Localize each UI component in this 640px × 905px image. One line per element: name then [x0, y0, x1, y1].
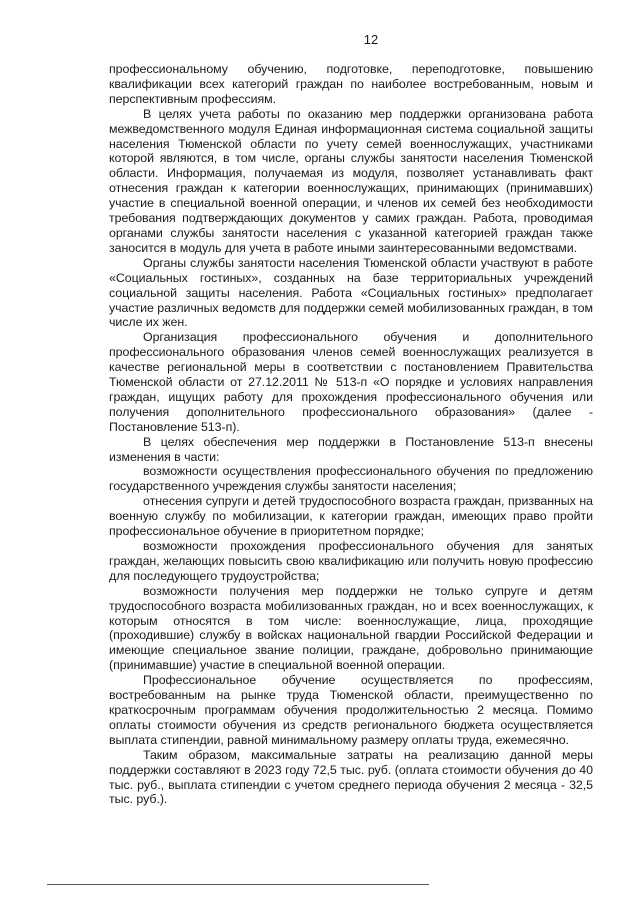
list-item-employed-citizens: возможности прохождения профессионального обучения для занятых граждан, желающих повысить свою квалификацию или получить новую профессию для последующего трудоустройства; [109, 539, 593, 583]
paragraph-changes-intro: В целях обеспечения мер поддержки в Постановление 513-п внесены изменения в части: [109, 434, 593, 464]
list-item-training-proposal: возможности осуществления профессионального обучения по предложению государственного учреждения службы занятости населения; [109, 464, 593, 494]
paragraph-continuation: профессиональному обучению, подготовке, переподготовке, повышению квалификации всех категорий граждан по наиболее востребованным, новым и перспективным профессиям. [109, 62, 593, 106]
page-number: 12 [363, 32, 379, 47]
paragraph-training-organization: Организация профессионального обучения и дополнительного профессионального образования членов семей военнослужащих реализуется в качестве региональной меры в соответствии с постановлением Правительства Тюменской области от 27.12.2011 № 513-п «О порядке и условиях направления граждан, ищущих работу для прохождения профессионального обучения или получения дополнительного профессионального образования» (далее - Постановление 513-п). [109, 330, 593, 434]
list-item-priority-category: отнесения супруги и детей трудоспособного возраста граждан, призванных на военную службу по мобилизации, к категории граждан, имеющих право пройти профессиональное обучение в приоритетном порядке; [109, 494, 593, 539]
list-item-support-recipients: возможности получения мер поддержки не только супруге и детям трудоспособного возраста мобилизованных граждан, но и всех военнослужащих, к которым относятся в том числе: военнослужащие, лица, проходящие (проходившие) службу в войсках национальной гвардии Российской Федерации и имеющие специальное звание полиции, граждане, добровольно принимающие (принимавшие) участие в специальной военной операции. [109, 583, 593, 673]
paragraph-costs-summary: Таким образом, максимальные затраты на реализацию данной меры поддержки составляют в 2023 году 72,5 тыс. руб. (оплата стоимости обучения до 40 тыс. руб., выплата стипендии с учетом среднего периода обучения 2 месяца - 32,5 тыс. руб.). [109, 747, 593, 807]
paragraph-interagency-module: В целях учета работы по оказанию мер поддержки организована работа межведомственного модуля Единая информационная система социальной защиты населения Тюменской области по учету семей военнослужащих, участниками которой являются, в том числе, органы службы занятости населения Тюменской области. Информация, получаемая из модуля, позволяет устанавливать факт отнесения граждан к категории военнослужащих, принимающих (принимавших) участие в специальной военной операции, и членов их семей без необходимости требования подтверждающих документов у самих граждан. Работа, проводимая органами службы занятости населения с указанной категорией граждан также заносится в модуль для учета в работе иными заинтересованными ведомствами. [109, 106, 593, 255]
footer-divider [47, 884, 429, 885]
paragraph-social-lounges: Органы службы занятости населения Тюменской области участвуют в работе «Социальных гостиных», созданных на базе территориальных учреждений социальной защиты населения. Работа «Социальных гостиных» предполагает участие различных ведомств для поддержки семей мобилизованных граждан, в том числе их жен. [109, 255, 593, 330]
paragraph-training-conditions: Профессиональное обучение осуществляется по профессиям, востребованным на рынке труда Тюменской области, преимущественно по краткосрочным программам обучения продолжительностью 2 месяца. Помимо оплаты стоимости обучения из средств регионального бюджета осуществляется выплата стипендии, равной минимальному размеру оплаты труда, ежемесячно. [109, 673, 593, 747]
